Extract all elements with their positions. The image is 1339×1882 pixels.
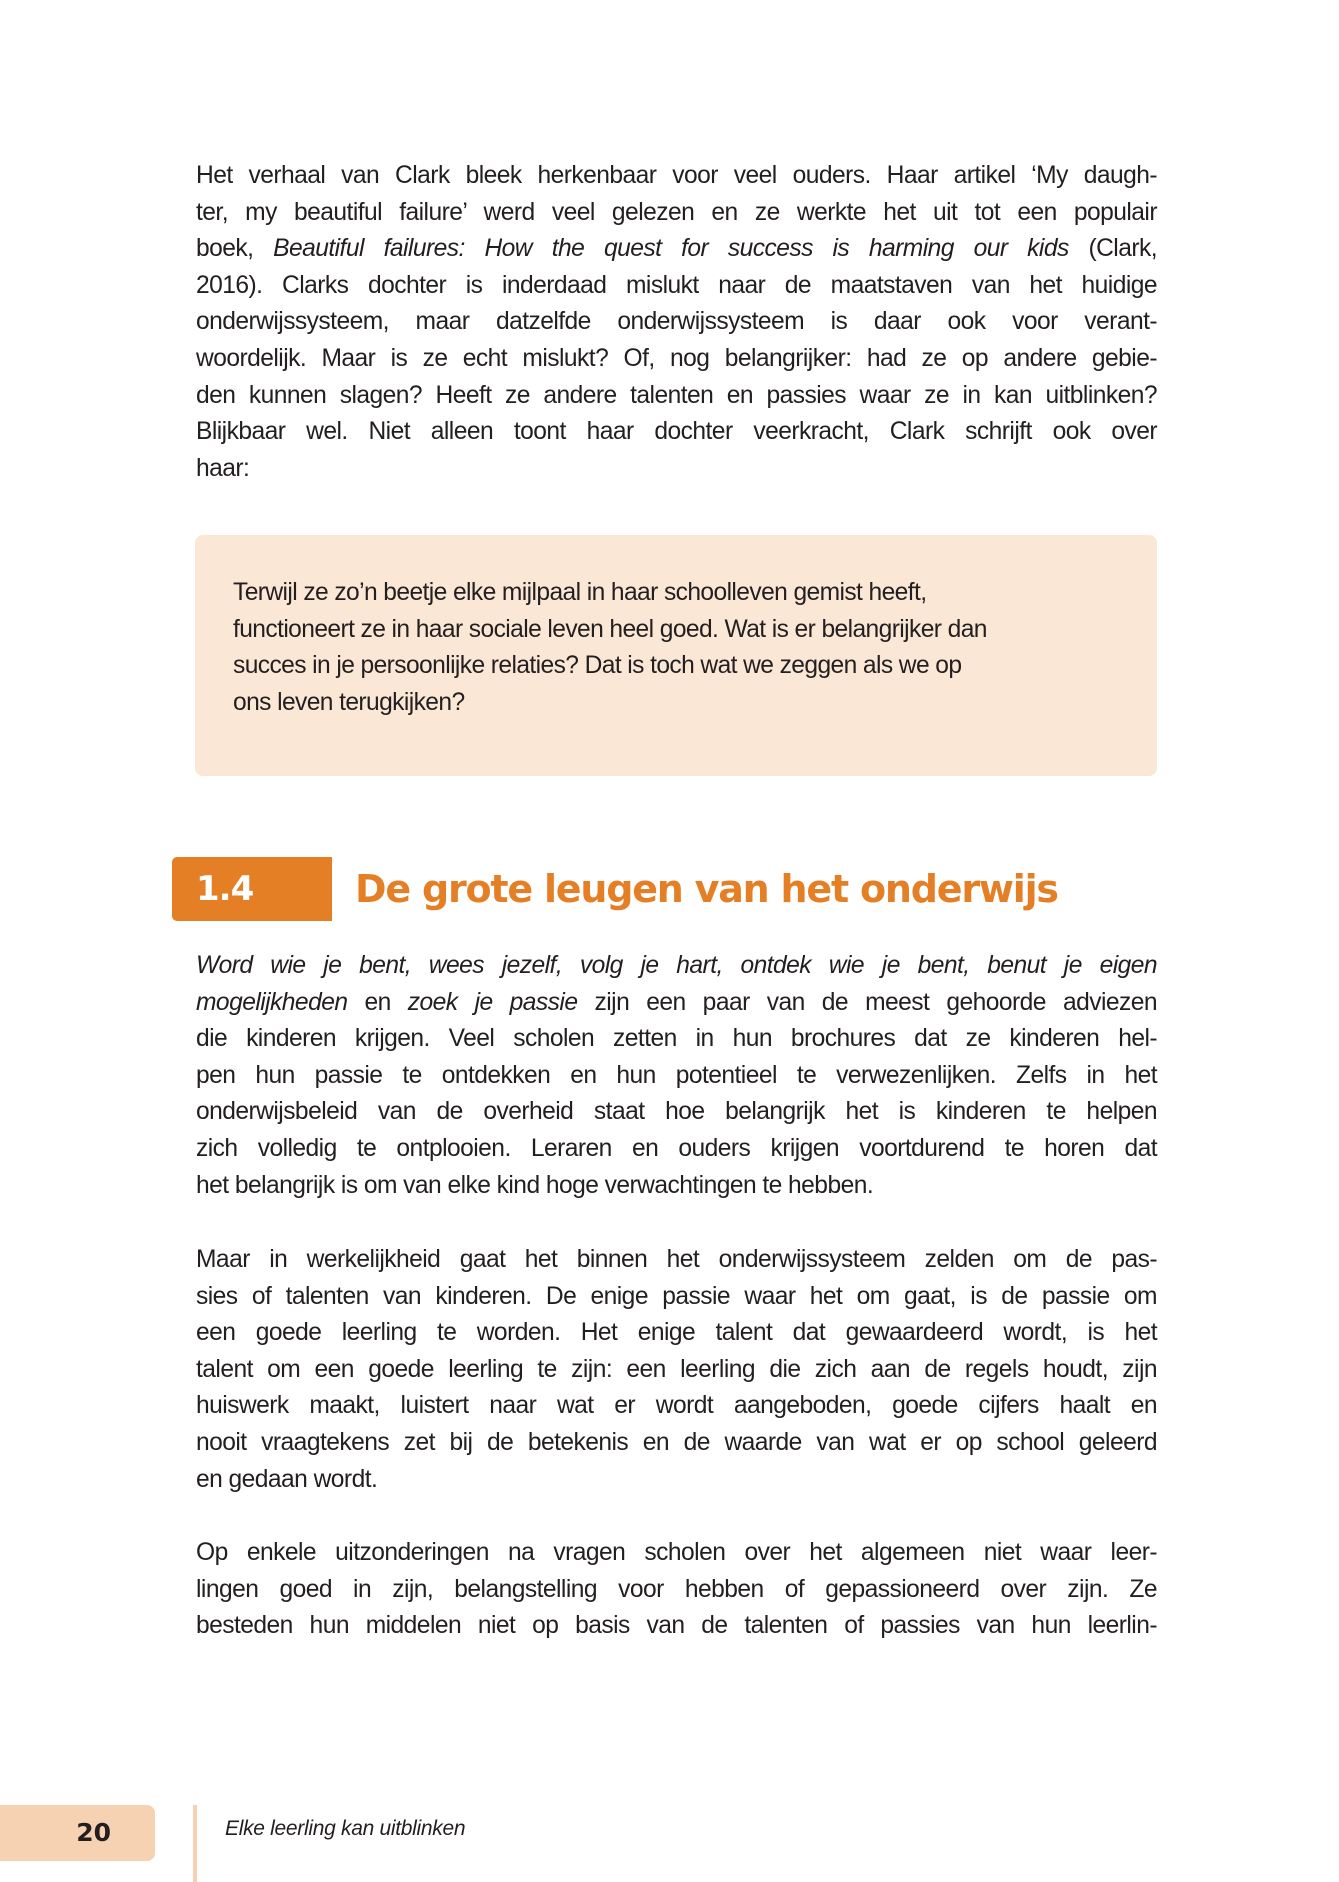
- text-line: [196, 231, 1157, 268]
- text-line: het belangrijk is om van elke kind hoge verwachtingen te hebben.: [196, 1171, 874, 1199]
- text-line: nooit vraagtekens zet bij de betekenis en de waarde van wat er op school geleerd: [196, 1428, 1157, 1456]
- text-line: onderwijssysteem, maar datzelfde onderwijssysteem is daar ook voor verant-: [196, 308, 1157, 336]
- running-title: Elke leerling kan uitblinken: [225, 1817, 466, 1840]
- text-line: en gedaan wordt.: [196, 1465, 378, 1493]
- text-line: besteden hun middelen niet op basis van de talenten of passies van hun leerlin-: [196, 1612, 1157, 1640]
- section-number: 1.4: [172, 857, 332, 921]
- text-line: lingen goed in zijn, belangstelling voor hebben of gepassioneerd over zijn. Ze: [196, 1575, 1157, 1603]
- text-line: sies of talenten van kinderen. De enige passie waar het om gaat, is de passie om: [196, 1282, 1157, 1310]
- text-line: Blijkbaar wel. Niet alleen toont haar dochter veerkracht, Clark schrijft ook over: [196, 418, 1157, 446]
- text-line: die kinderen krijgen. Veel scholen zetten in hun brochures dat ze kinderen hel-: [196, 1025, 1157, 1053]
- text-line: pen hun passie te ontdekken en hun potentieel te verwezenlijken. Zelfs in het: [196, 1061, 1157, 1089]
- paragraph-3: [196, 1242, 1157, 1498]
- text-line: [196, 985, 1157, 1022]
- text-line: [196, 948, 1157, 985]
- quote-line: ons leven terugkijken?: [233, 688, 465, 716]
- text-run: en: [347, 988, 408, 1016]
- text-line: talent om een goede leerling te zijn: een leerling die zich aan de regels houdt, zijn: [196, 1355, 1157, 1383]
- paragraph-2: [196, 948, 1157, 1204]
- intro-paragraph: [196, 158, 1157, 487]
- text-line: Het verhaal van Clark bleek herkenbaar voor veel ouders. Haar artikel ‘My daugh-: [196, 162, 1157, 189]
- quote-text: [233, 575, 1113, 721]
- quote-line: succes in je persoonlijke relaties? Dat is toch wat we zeggen als we op: [233, 652, 962, 680]
- quote-line: Terwijl ze zo’n beetje elke mijlpaal in haar schoolleven gemist heeft,: [233, 579, 927, 606]
- text-line: woordelijk. Maar is ze echt mislukt? Of, nog belangrijker: had ze op andere gebie-: [196, 344, 1157, 372]
- book-title: Beautiful failures: How the quest for success is harming our kids: [273, 235, 1069, 263]
- text-line: onderwijsbeleid van de overheid staat hoe belangrijk het is kinderen te helpen: [196, 1098, 1157, 1126]
- text-line: haar:: [196, 454, 250, 482]
- quote-line: functioneert ze in haar sociale leven heel goed. Wat is er belangrijker dan: [233, 615, 987, 643]
- text-line: huiswerk maakt, luistert naar wat er wordt aangeboden, goede cijfers haalt en: [196, 1392, 1157, 1420]
- text-run: zijn een paar van de meest gehoorde adviezen: [577, 988, 1157, 1016]
- text-run: (Clark,: [1068, 235, 1158, 263]
- text-line: Op enkele uitzonderingen na vragen scholen over het algemeen niet waar leer-: [196, 1539, 1157, 1566]
- italic-phrase: Word wie je bent, wees jezelf, volg je hart, ontdek wie je bent, benut je eigen: [196, 952, 1157, 979]
- text-line: zich volledig te ontplooien. Leraren en ouders krijgen voortdurend te horen dat: [196, 1134, 1157, 1162]
- page-number: 20: [0, 1805, 155, 1861]
- italic-phrase: mogelijkheden: [196, 988, 348, 1016]
- paragraph-4: [196, 1535, 1157, 1645]
- italic-phrase: zoek je passie: [407, 988, 578, 1016]
- text-line: ter, my beautiful failure’ werd veel gelezen en ze werkte het uit tot een populair: [196, 198, 1157, 226]
- text-run: boek,: [196, 235, 274, 263]
- text-line: Maar in werkelijkheid gaat het binnen het onderwijssysteem zelden om de pas-: [196, 1246, 1157, 1273]
- text-line: een goede leerling te worden. Het enige talent dat gewaardeerd wordt, is het: [196, 1319, 1157, 1347]
- footer-divider: [193, 1805, 197, 1882]
- section-title: De grote leugen van het onderwijs: [355, 867, 1058, 911]
- text-line: den kunnen slagen? Heeft ze andere talenten en passies waar ze in kan uitblinken?: [196, 381, 1157, 409]
- text-line: 2016). Clarks dochter is inderdaad mislukt naar de maatstaven van het huidige: [196, 271, 1157, 299]
